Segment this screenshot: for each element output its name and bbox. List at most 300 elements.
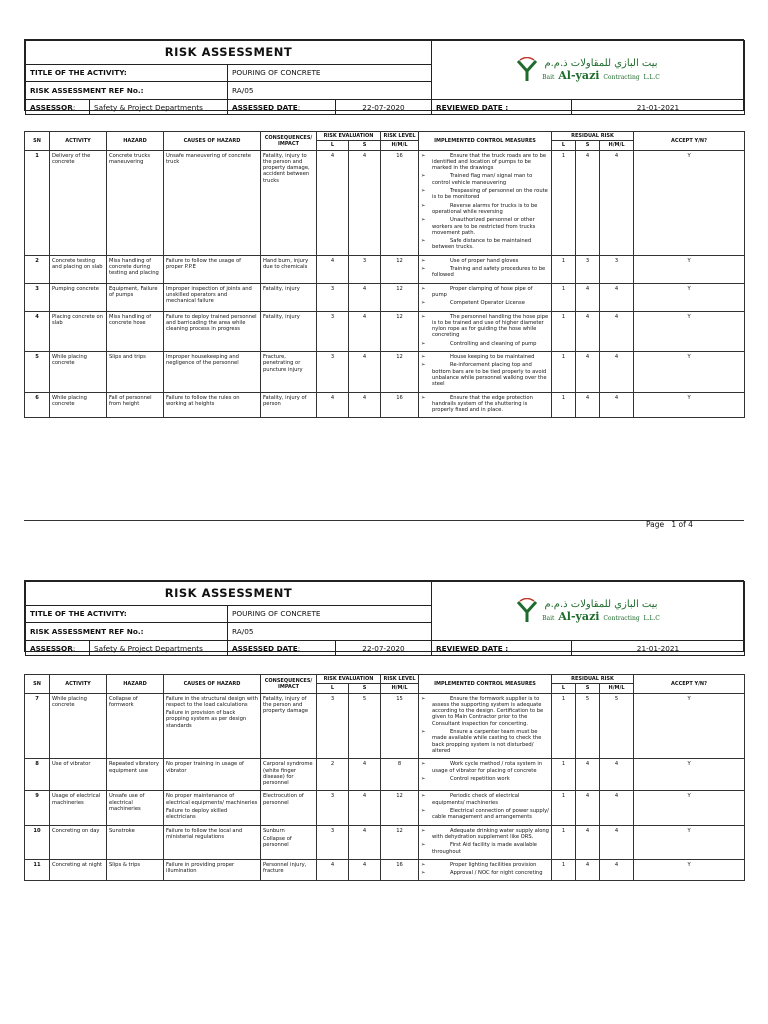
cell-residual-hml: 4 xyxy=(600,392,634,418)
consequence-text: Sunburn xyxy=(263,827,285,834)
control-item xyxy=(421,238,549,251)
cell-hazard: Slips and trips xyxy=(107,352,164,392)
arrow-bullet-icon: ➢ xyxy=(421,775,426,782)
cell-consequences xyxy=(261,150,317,255)
col-activity: ACTIVITY xyxy=(50,132,107,151)
table-row xyxy=(25,352,745,392)
cell-residual-hml: 4 xyxy=(600,311,634,351)
control-item xyxy=(421,696,549,727)
page-title: RISK ASSESSMENT xyxy=(26,582,432,606)
reviewed-date-label: REVIEWED DATE : xyxy=(432,641,572,656)
table-row xyxy=(25,392,745,418)
assessor-value: Safety & Project Departments xyxy=(90,100,228,115)
cell-residual-s: 4 xyxy=(576,150,600,255)
ref-label: RISK ASSESSMENT REF No.: xyxy=(26,623,228,641)
cell-consequences xyxy=(261,693,317,759)
arrow-bullet-icon: ➢ xyxy=(421,266,426,273)
cause-text: Failure to follow the local and ministerial regulations xyxy=(166,827,243,840)
cell-causes xyxy=(164,255,261,283)
cell-accept: Y xyxy=(634,352,745,392)
control-text: Unauthorized personnel or other workers are to be restricted from trucks movement path. xyxy=(432,217,536,236)
cell-residual-hml: 3 xyxy=(600,255,634,283)
control-item xyxy=(421,862,549,868)
col-hazard: HAZARD xyxy=(107,675,164,694)
consequence-text: Personnel injury, fracture xyxy=(263,861,307,875)
cell-activity: Delivery of the concrete xyxy=(50,150,107,255)
control-text: Trespassing of personnel on the route is to be monitored xyxy=(432,188,548,201)
cell-residual-s: 4 xyxy=(576,283,600,311)
cell-likelihood: 4 xyxy=(317,859,349,881)
control-text: Periodic check of electrical equipments/ machineries xyxy=(432,793,520,806)
cell-consequences xyxy=(261,255,317,283)
cell-hazard: Unsafe use of electrical machineries xyxy=(107,791,164,825)
cell-residual-hml: 4 xyxy=(600,825,634,859)
cell-activity: Use of vibrator xyxy=(50,759,107,791)
footer-divider xyxy=(24,520,744,521)
control-text: Use of proper hand gloves xyxy=(450,257,519,264)
cell-causes xyxy=(164,759,261,791)
arrow-bullet-icon: ➢ xyxy=(421,842,426,849)
cause-text: Failure in providing proper illumination xyxy=(166,861,235,875)
col-consequences: CONSEQUENCES/ IMPACT xyxy=(261,675,317,694)
cell-controls xyxy=(419,150,552,255)
cell-likelihood: 3 xyxy=(317,791,349,825)
cause-text: Failure to deploy skilled electricians xyxy=(166,808,228,821)
assessed-date-label: ASSESSED DATE xyxy=(232,102,298,112)
page-value: 1 of 4 xyxy=(671,520,693,529)
arrow-bullet-icon: ➢ xyxy=(421,340,426,347)
cell-severity: 4 xyxy=(349,825,381,859)
page-number xyxy=(646,520,693,529)
logo-en-part: L.L.C xyxy=(643,74,660,81)
arrow-bullet-icon: ➢ xyxy=(421,695,426,702)
col-risk-evaluation: RISK EVALUATION xyxy=(317,132,381,141)
cell-activity: While placing concrete xyxy=(50,352,107,392)
cell-consequences xyxy=(261,859,317,881)
col-residual-hml: H/M/L xyxy=(600,141,634,150)
arrow-bullet-icon: ➢ xyxy=(421,827,426,834)
cell-residual-s: 5 xyxy=(576,693,600,759)
risk-table-body xyxy=(25,693,745,881)
cell-sn: 5 xyxy=(25,352,50,392)
cell-sn: 8 xyxy=(25,759,50,791)
cell-likelihood: 4 xyxy=(317,150,349,255)
cell-residual-hml: 4 xyxy=(600,759,634,791)
cell-likelihood: 2 xyxy=(317,759,349,791)
control-text: Control repetition work xyxy=(450,775,510,782)
header-block: RISK ASSESSMENT بيت البازي للمقاولات ذ.م.م Bait Al-yazi Contracting L.L.C TITLE OF THE ACTIVITY: POURING OF CONCRETE RISK ASSESSMENT REF No.: RA/05 ASSESSOR: Safety & Project Departments ASSESSED DATE: 22-07-2020 REVIEWED DATE : 21-01-2021 xyxy=(24,580,744,652)
control-item xyxy=(421,153,549,172)
control-item xyxy=(421,362,549,387)
control-text: House keeping to be maintained xyxy=(450,354,535,361)
cell-risk-level: 8 xyxy=(381,759,419,791)
cell-controls xyxy=(419,255,552,283)
risk-table-body xyxy=(25,150,745,418)
cell-accept: Y xyxy=(634,150,745,255)
cell-residual-l: 1 xyxy=(552,693,576,759)
control-item xyxy=(421,870,549,876)
control-text: Ensure a carpenter team must be made available while casting to check the back propping system is not disturbed/ altered xyxy=(432,729,542,754)
consequence-text: Fatality, injury of person xyxy=(263,394,307,407)
control-item xyxy=(421,395,549,414)
arrow-bullet-icon: ➢ xyxy=(421,257,426,264)
cell-sn: 7 xyxy=(25,693,50,759)
cell-consequences xyxy=(261,759,317,791)
cell-residual-l: 1 xyxy=(552,150,576,255)
cell-consequences xyxy=(261,392,317,418)
cell-causes xyxy=(164,693,261,759)
cell-risk-level: 15 xyxy=(381,693,419,759)
cell-accept: Y xyxy=(634,311,745,351)
arrow-bullet-icon: ➢ xyxy=(421,729,426,736)
cell-accept: Y xyxy=(634,859,745,881)
control-item xyxy=(421,300,549,306)
cell-accept: Y xyxy=(634,759,745,791)
col-activity: ACTIVITY xyxy=(50,675,107,694)
control-text: Adequate drinking water supply along with dehydration supplement like ORS. xyxy=(432,827,549,840)
cell-activity: Placing concrete on slab xyxy=(50,311,107,351)
consequence-text: Hand burn, injury due to chemicals xyxy=(263,257,309,271)
cause-text: No proper training in usage of vibrator xyxy=(166,761,244,774)
col-accept: ACCEPT Y/N? xyxy=(634,675,745,694)
risk-table xyxy=(24,674,745,881)
col-sn: SN xyxy=(25,675,50,694)
cell-sn: 3 xyxy=(25,283,50,311)
cell-causes xyxy=(164,392,261,418)
control-text: Electrical connection of power supply/ cable management and arrangements xyxy=(432,808,549,821)
cell-severity: 4 xyxy=(349,791,381,825)
cell-hazard: Miss handling of concrete during testing and placing xyxy=(107,255,164,283)
reviewed-date-label: REVIEWED DATE : xyxy=(432,100,572,115)
control-item xyxy=(421,173,549,186)
logo-en-part: Al-yazi xyxy=(558,610,600,623)
ref-value: RA/05 xyxy=(228,623,432,641)
control-item xyxy=(421,842,549,855)
table-row xyxy=(25,255,745,283)
control-item xyxy=(421,341,549,347)
assessor-label: ASSESSOR xyxy=(30,102,73,112)
cell-residual-l: 1 xyxy=(552,352,576,392)
cell-risk-level: 12 xyxy=(381,825,419,859)
control-item xyxy=(421,286,549,299)
col-sn: SN xyxy=(25,132,50,151)
control-item xyxy=(421,354,549,360)
col-residual-hml: H/M/L xyxy=(600,684,634,693)
cell-sn: 10 xyxy=(25,825,50,859)
risk-table xyxy=(24,131,745,418)
col-causes: CAUSES OF HAZARD xyxy=(164,675,261,694)
assessed-date-value: 22-07-2020 xyxy=(336,641,432,656)
control-item xyxy=(421,203,549,216)
cell-severity: 4 xyxy=(349,150,381,255)
control-text: Ensure that the edge protection handrails system of the shuttering is properly fixed and in place. xyxy=(432,394,533,414)
cell-hazard: Equipment, Failure of pumps xyxy=(107,283,164,311)
cell-residual-l: 1 xyxy=(552,255,576,283)
control-text: Work cycle method / rota system in usage of vibrator for placing of concrete xyxy=(432,761,543,774)
cell-accept: Y xyxy=(634,283,745,311)
cell-residual-l: 1 xyxy=(552,392,576,418)
control-text: Ensure that the truck roads are to be identified and location of pumps to be marked in the drawings xyxy=(432,152,547,172)
cell-accept: Y xyxy=(634,791,745,825)
cell-causes xyxy=(164,791,261,825)
cell-hazard: Sunstroke xyxy=(107,825,164,859)
company-logo xyxy=(432,41,745,100)
col-consequences: CONSEQUENCES/ IMPACT xyxy=(261,132,317,151)
control-item xyxy=(421,761,549,774)
cell-severity: 4 xyxy=(349,283,381,311)
cell-risk-level: 12 xyxy=(381,352,419,392)
cell-activity: Concrete testing and placing on slab xyxy=(50,255,107,283)
cell-risk-level: 12 xyxy=(381,283,419,311)
cell-residual-s: 4 xyxy=(576,859,600,881)
cell-risk-level: 12 xyxy=(381,255,419,283)
control-item xyxy=(421,258,549,264)
activity-value: POURING OF CONCRETE xyxy=(228,64,432,82)
logo-icon xyxy=(516,598,538,624)
arrow-bullet-icon: ➢ xyxy=(421,808,426,815)
cell-residual-s: 4 xyxy=(576,352,600,392)
cell-likelihood: 3 xyxy=(317,693,349,759)
cell-controls xyxy=(419,283,552,311)
logo-arabic-text: بيت البازي للمقاولات ذ.م.م xyxy=(544,58,658,69)
logo-icon xyxy=(516,57,538,83)
cause-text: Improper inspection of joints and unskilled operators and mechanical failure xyxy=(166,285,252,305)
logo-en-part: L.L.C xyxy=(643,615,660,622)
control-text: Controlling and cleaning of pump xyxy=(450,340,537,347)
arrow-bullet-icon: ➢ xyxy=(421,354,426,361)
control-text: Re-inforcement placing top and bottom bars are to be tied properly to avoid unbalance while personnel walking over the steel xyxy=(432,362,547,388)
cell-accept: Y xyxy=(634,825,745,859)
cell-likelihood: 4 xyxy=(317,392,349,418)
cause-text: Failure in provision of back propping system as per design standards xyxy=(166,710,247,729)
cause-text: Failure to follow the usage of proper P.P.E xyxy=(166,257,241,271)
col-residual-risk: RESIDUAL RISK xyxy=(552,675,634,684)
cell-sn: 9 xyxy=(25,791,50,825)
col-hml: H/M/L xyxy=(381,684,419,693)
cell-activity: While placing concrete xyxy=(50,693,107,759)
cell-controls xyxy=(419,392,552,418)
cell-accept: Y xyxy=(634,693,745,759)
cell-controls xyxy=(419,311,552,351)
col-residual-risk: RESIDUAL RISK xyxy=(552,132,634,141)
cell-residual-s: 4 xyxy=(576,759,600,791)
col-risk-level: RISK LEVEL xyxy=(381,132,419,141)
cell-causes xyxy=(164,825,261,859)
control-text: Safe distance to be maintained between trucks. xyxy=(432,238,532,251)
cell-accept: Y xyxy=(634,255,745,283)
cell-sn: 2 xyxy=(25,255,50,283)
cell-activity: Usage of electrical machineries xyxy=(50,791,107,825)
cell-activity: Concreting at night xyxy=(50,859,107,881)
arrow-bullet-icon: ➢ xyxy=(421,761,426,768)
table-row xyxy=(25,283,745,311)
cause-text: Failure to deploy trained personnel and barricading the area while cleaning process in progress xyxy=(166,313,257,333)
cell-residual-l: 1 xyxy=(552,825,576,859)
col-hazard: HAZARD xyxy=(107,132,164,151)
cell-residual-s: 3 xyxy=(576,255,600,283)
arrow-bullet-icon: ➢ xyxy=(421,300,426,307)
cell-controls xyxy=(419,759,552,791)
consequence-text: Carporal syndrome (white finger disease) for personnel xyxy=(263,761,313,787)
cell-consequences xyxy=(261,283,317,311)
col-s: S xyxy=(349,684,381,693)
cell-severity: 4 xyxy=(349,352,381,392)
cell-residual-hml: 4 xyxy=(600,283,634,311)
cell-risk-level: 16 xyxy=(381,150,419,255)
ref-label: RISK ASSESSMENT REF No.: xyxy=(26,82,228,100)
cause-text: Improper housekeeping and negligence of the personnel xyxy=(166,354,239,367)
cause-text: No proper maintenance of electrical equipments/ machineries xyxy=(166,793,258,806)
reviewed-date-value: 21-01-2021 xyxy=(572,641,745,656)
consequence-text: Collapse of personnel xyxy=(263,835,292,849)
cell-residual-hml: 4 xyxy=(600,859,634,881)
cell-causes xyxy=(164,352,261,392)
cell-hazard: Miss handling of concrete hose xyxy=(107,311,164,351)
cell-severity: 4 xyxy=(349,311,381,351)
cell-controls xyxy=(419,352,552,392)
assessor-value: Safety & Project Departments xyxy=(90,641,228,656)
cell-residual-s: 4 xyxy=(576,311,600,351)
cell-residual-hml: 4 xyxy=(600,791,634,825)
cell-risk-level: 12 xyxy=(381,791,419,825)
cell-activity: Concreting on day xyxy=(50,825,107,859)
cell-sn: 11 xyxy=(25,859,50,881)
cell-sn: 4 xyxy=(25,311,50,351)
company-logo xyxy=(432,582,745,641)
col-accept: ACCEPT Y/N? xyxy=(634,132,745,151)
control-text: Trained flag man/ signal man to control vehicle maneuvering xyxy=(432,173,533,186)
cell-severity: 4 xyxy=(349,392,381,418)
cell-risk-level: 16 xyxy=(381,859,419,881)
activity-label: TITLE OF THE ACTIVITY: xyxy=(26,64,228,82)
cell-accept: Y xyxy=(634,392,745,418)
cell-residual-s: 4 xyxy=(576,791,600,825)
consequence-text: Fatality, injury of the person and property damage xyxy=(263,695,309,715)
logo-en-part: Contracting xyxy=(603,74,640,81)
col-risk-level: RISK LEVEL xyxy=(381,675,419,684)
assessor-label: ASSESSOR xyxy=(30,643,73,653)
arrow-bullet-icon: ➢ xyxy=(421,238,426,245)
cell-residual-s: 4 xyxy=(576,392,600,418)
control-item xyxy=(421,828,549,841)
control-text: Proper lighting facilities provision xyxy=(450,861,537,868)
cause-text: Failure in the structural design with respect to the load calculations xyxy=(166,695,258,708)
cell-risk-level: 12 xyxy=(381,311,419,351)
ref-value: RA/05 xyxy=(228,82,432,100)
cell-residual-hml: 4 xyxy=(600,352,634,392)
cell-residual-l: 1 xyxy=(552,283,576,311)
consequence-text: Fracture, penetrating or puncture injury xyxy=(263,354,303,373)
cell-residual-l: 1 xyxy=(552,791,576,825)
cell-residual-hml: 4 xyxy=(600,150,634,255)
cell-activity: Pumping concrete xyxy=(50,283,107,311)
control-item xyxy=(421,776,549,782)
cell-consequences xyxy=(261,311,317,351)
control-item xyxy=(421,793,549,806)
arrow-bullet-icon: ➢ xyxy=(421,394,426,401)
activity-value: POURING OF CONCRETE xyxy=(228,605,432,623)
col-residual-s: S xyxy=(576,684,600,693)
arrow-bullet-icon: ➢ xyxy=(421,362,426,369)
cell-likelihood: 3 xyxy=(317,825,349,859)
logo-en-part: Bait xyxy=(542,74,555,81)
col-residual-l: L xyxy=(552,684,576,693)
table-row xyxy=(25,859,745,881)
cell-sn: 6 xyxy=(25,392,50,418)
control-item xyxy=(421,729,549,754)
table-row xyxy=(25,825,745,859)
logo-en-part: Contracting xyxy=(603,615,640,622)
consequence-text: Fatality, injury to the person and property damage, accident between trucks xyxy=(263,152,310,184)
cell-hazard: Concrete trucks maneuvering xyxy=(107,150,164,255)
table-row xyxy=(25,693,745,759)
control-item xyxy=(421,266,549,279)
cell-consequences xyxy=(261,791,317,825)
cell-controls xyxy=(419,791,552,825)
cell-controls xyxy=(419,825,552,859)
control-text: Proper clamping of hose pipe of pump xyxy=(432,285,533,298)
cell-severity: 4 xyxy=(349,759,381,791)
col-causes: CAUSES OF HAZARD xyxy=(164,132,261,151)
consequence-text: Fatality, injury xyxy=(263,285,300,292)
control-item xyxy=(421,314,549,339)
logo-arabic-text: بيت البازي للمقاولات ذ.م.م xyxy=(544,599,658,610)
cause-text: Failure to follow the rules on working at heights xyxy=(166,394,240,407)
col-risk-evaluation: RISK EVALUATION xyxy=(317,675,381,684)
arrow-bullet-icon: ➢ xyxy=(421,793,426,800)
cell-causes xyxy=(164,283,261,311)
cell-severity: 5 xyxy=(349,693,381,759)
cell-residual-s: 4 xyxy=(576,825,600,859)
cell-causes xyxy=(164,311,261,351)
cell-severity: 4 xyxy=(349,859,381,881)
cell-consequences xyxy=(261,352,317,392)
arrow-bullet-icon: ➢ xyxy=(421,217,426,224)
cell-residual-l: 1 xyxy=(552,311,576,351)
control-text: Reverse alarms for trucks is to be operational while reversing xyxy=(432,202,538,215)
cell-consequences xyxy=(261,825,317,859)
header-block: RISK ASSESSMENT بيت البازي للمقاولات ذ.م.م Bait Al-yazi Contracting L.L.C TITLE OF THE ACTIVITY: POURING OF CONCRETE RISK ASSESSMENT REF No.: RA/05 ASSESSOR: Safety & Project Departments ASSESSED DATE: 22-07-2020 REVIEWED DATE : 21-01-2021 xyxy=(24,39,744,111)
arrow-bullet-icon: ➢ xyxy=(421,870,426,877)
reviewed-date-value: 21-01-2021 xyxy=(572,100,745,115)
table-row xyxy=(25,791,745,825)
logo-en-part: Al-yazi xyxy=(558,69,600,82)
cell-hazard: Fall of personnel from height xyxy=(107,392,164,418)
table-row xyxy=(25,150,745,255)
arrow-bullet-icon: ➢ xyxy=(421,152,426,159)
control-item xyxy=(421,808,549,821)
control-text: Approval / NOC for night concreting xyxy=(450,870,543,877)
activity-label: TITLE OF THE ACTIVITY: xyxy=(26,605,228,623)
col-l: L xyxy=(317,684,349,693)
cell-residual-l: 1 xyxy=(552,759,576,791)
cell-residual-hml: 5 xyxy=(600,693,634,759)
col-residual-l: L xyxy=(552,141,576,150)
page-title: RISK ASSESSMENT xyxy=(26,41,432,65)
consequence-text: Electrocution of personnel xyxy=(263,793,304,806)
cell-likelihood: 4 xyxy=(317,255,349,283)
cell-hazard: Slips & trips xyxy=(107,859,164,881)
arrow-bullet-icon: ➢ xyxy=(421,188,426,195)
cell-likelihood: 3 xyxy=(317,311,349,351)
arrow-bullet-icon: ➢ xyxy=(421,202,426,209)
cell-likelihood: 3 xyxy=(317,352,349,392)
col-l: L xyxy=(317,141,349,150)
cell-activity: While placing concrete xyxy=(50,392,107,418)
arrow-bullet-icon: ➢ xyxy=(421,285,426,292)
control-text: Competent Operator License xyxy=(450,300,525,307)
page-label: Page xyxy=(646,520,665,529)
